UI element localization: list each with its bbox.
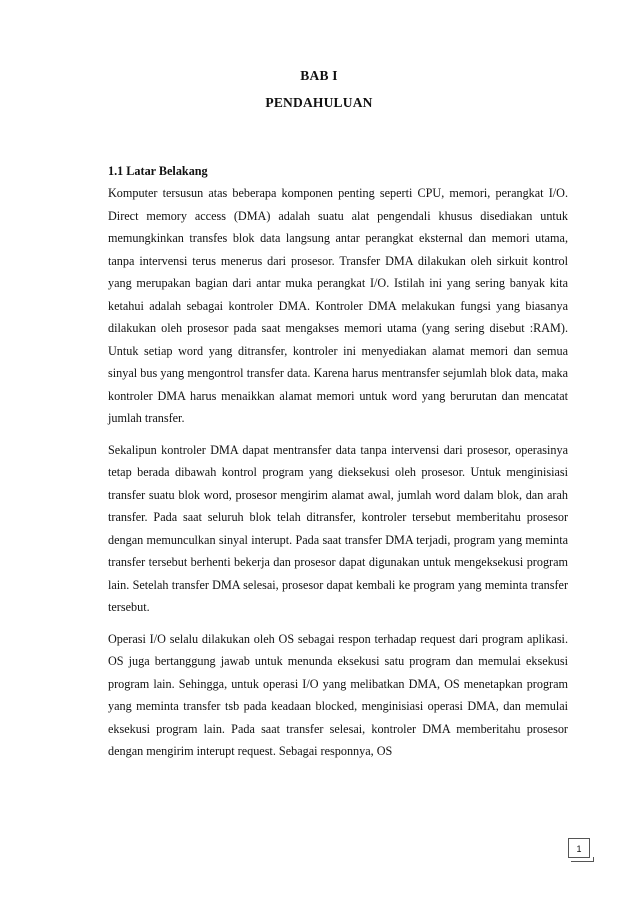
paragraph-2: Sekalipun kontroler DMA dapat mentransfer data tanpa intervensi dari prosesor, operasinya tetap berada dibawah kontrol program yang dieksekusi oleh prosesor. Untuk menginisiasi transfer suatu blok word, prosesor mengirim alamat awal, jumlah word dalam blok, dan arah transfer. Pada saat seluruh blok telah ditransfer, kontroler tersebut memberitahu prosesor dengan memunculkan sinyal interupt. Pada saat transfer DMA terjadi, program yang meminta transfer tersebut berhenti bekerja dan prosesor dapat digunakan untuk mengeksekusi program lain. Setelah transfer DMA selesai, prosesor dapat kembali ke program yang meminta transfer tersebut.	[108, 442, 568, 614]
body-content	[108, 160, 568, 772]
chapter-title: PENDAHULUAN	[265, 95, 373, 110]
section-heading: 1.1 Latar Belakang	[108, 164, 208, 178]
paragraph-1: Komputer tersusun atas beberapa komponen penting seperti CPU, memori, perangkat I/O. Direct memory access (DMA) adalah suatu alat pengendali khusus disediakan untuk memungkinkan transfes blok data langsung antar perangkat eksternal dan memori utama, tanpa intervensi terus menerus dari prosesor. Transfer DMA dilakukan oleh sirkuit kontrol yang merupakan bagian dari antar muka perangkat I/O. Istilah ini yang sering banyak kita ketahui adalah sebagai kontroler DMA. Kontroler DMA melakukan fungsi yang biasanya dilakukan oleh prosesor pada saat mengakses memori utama (yang sering disebut :RAM). Untuk setiap word yang ditransfer, kontroler ini menyediakan alamat memori dan semua sinyal bus yang mengontrol transfer data. Karena harus mentransfer sejumlah blok data, maka kontroler DMA harus menaikkan alamat memori untuk word yang berurutan dan mencatat jumlah transfer.	[108, 186, 568, 425]
page-number-box: 1	[568, 838, 590, 858]
chapter-number: BAB I	[300, 68, 338, 83]
paragraph-3: Operasi I/O selalu dilakukan oleh OS sebagai respon terhadap request dari program aplikasi. OS juga bertanggung jawab untuk menunda eksekusi satu program dan memulai eksekusi program lain. Sehingga, untuk operasi I/O yang melibatkan DMA, OS menetapkan program yang meminta transfer tsb pada keadaan blocked, menginisiasi operasi DMA, dan memulai eksekusi program lain. Pada saat transfer selesai, kontroler DMA memberitahu prosesor dengan mengirim interupt request. Sebagai responnya, OS	[108, 631, 568, 758]
